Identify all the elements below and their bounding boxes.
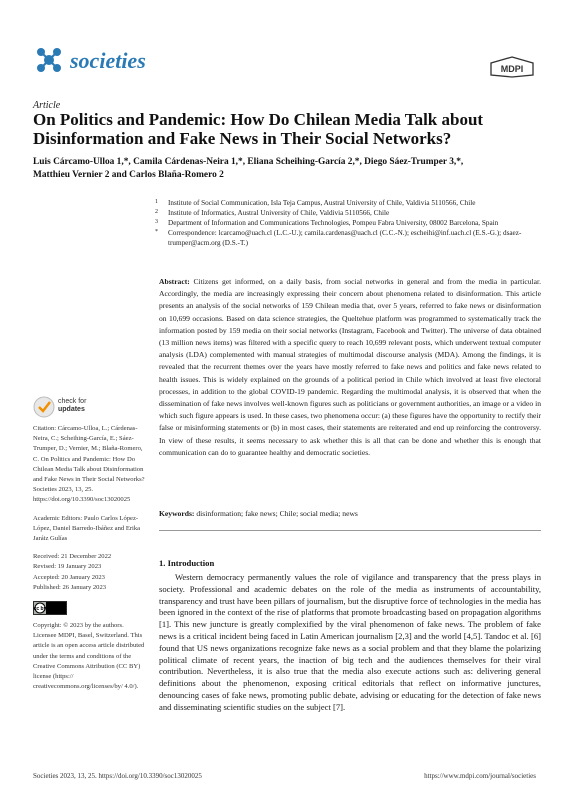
sidebar (33, 424, 148, 700)
affiliations (155, 198, 545, 248)
abstract-label: Abstract: (159, 277, 190, 286)
cc-badge-text: cc by (33, 606, 47, 613)
authors-line-1: Luis Cárcamo-Ulloa 1,*, Camila Cárdenas-Neira 1,*, Eliana Scheihing-García 2,*, Diego Sáez-Trumper 3,*, (33, 157, 464, 167)
received-date: Received: 21 December 2022 (33, 553, 112, 561)
published-date: Published: 26 January 2023 (33, 583, 107, 591)
check-updates-line2: updates (58, 406, 85, 413)
authors-line-2: Matthieu Vernier 2 and Carlos Blaña-Romero 2 (33, 170, 224, 180)
cc-license-icon[interactable] (33, 601, 67, 615)
article-title: On Politics and Pandemic: How Do Chilean Media Talk about Disinformation and Fake News in Their Social Networks? (33, 110, 484, 148)
intro-paragraph: Western democracy permanently values the role of vigilance and transparency that the press plays in society. Professional and academic debates on the role of the media as instruments of accountability, transparency and trust have been pillars of journalism, but the disruptive force of technologies in the media has been ignored in the context of the rise of platforms that promote broadcasting based on propagation algorithms [1]. This new juncture is greatly complexified by the viral phenomenon of fake news. The problem of fake news is a critical incident being faced in Latin American journalism [2,3] and the world [4,5]. Tandoc et al. [6] found that US news organizations recognize fake news as a social problem and that they blame the polarizing political climate of recent years, the inaction of big tech and the audiences themselves for their viral contribution. Nevertheless, it is also true that the media also execute actions such as: delivering general definitions about the phenomenon, exposing critical editorials that reflect on informative junctures, denouncing cases of fake news, promoting public debate, advising or educating for the detection of fake news and disseminating scientific studies on the subject [7]. (159, 572, 541, 712)
journal-logo-icon (33, 44, 65, 76)
check-updates-line1: check for (58, 398, 87, 405)
divider (159, 530, 541, 531)
author-list (33, 156, 538, 182)
journal-name[interactable]: societies (70, 48, 146, 73)
footer-citation[interactable]: Societies 2023, 13, 25. https://doi.org/10.3390/soc13020025 (33, 772, 202, 780)
abstract-text: Citizens get informed, on a daily basis, from social networks in general and from the media in particular. Accordingly, the media are increasingly expressing their concern about phenomena related to disinformation. This article presents an analysis of the social networks of 159 Chilean media that, over 5 years, referred to fake news or disinformation on 10,699 occasions. Based on data science strategies, the Queltehue platform was programmed to systematically track the information posted by 159 media on their social networks (Instagram, Facebook and Twitter). The universe of data obtained (13 million news items) was filtered with a specific query to reach 10,699 relevant posts, which underwent textual computer analysis (LDA) complemented with manual strategies of multimodal discourse analysis (MDA). Among the findings, it is revealed that the recurrent themes over the years have mostly referred to fake news and politics and fake news related to health issues. This is widely explained on the grounds of a political period in Chile which involved at least five electoral processes, in addition to the global COVID-19 pandemic. Regarding the multimodal analysis, it is observed that when the dissemination of fake news involves well-known figures such as politicians or government authorities, an image or a video in which such figure appears is used. In these cases, two phenomena occur: (a) these figures have the opportunity to rectify their false or misinforming statements or (b) in most cases, their statements are reiterated and end up reinforcing the controversy. In view of these results, it seems necessary to ask whether this is all that can be done and whether this is enough that communication can do to guarantee healthy and democratic societies. (159, 277, 541, 457)
affiliation-item: 3 Department of Information and Communications Technologies, Pompeu Fabra University, 08002 Barcelona, Spain (155, 219, 499, 227)
section-heading: 1. Introduction (159, 558, 215, 568)
revised-date: Revised: 19 January 2023 (33, 563, 102, 571)
keywords (159, 508, 541, 520)
citation: Citation: Cárcamo-Ulloa, L.; Cárdenas-Neira, C.; Scheihing-García, E.; Sáez-Trumper, D.; Vernier, M.; Blaña-Romero, C. On Politics and Pandemic: How Do Chilean Media Talk about Disinformation and Fake News in Their Social Networks? Societies 2023, 13, 25. https://doi.org/10.3390/soc13020025 (33, 425, 145, 504)
correspondence[interactable]: * Correspondence: lcarcamo@uach.cl (L.C.-U.); camila.cardenas@uach.cl (C.C.-N.); escheihi@inf.uach.cl (E.S.-G.); dsaez-trumper@acm.org (D.S.-T.) (155, 229, 522, 247)
affiliation-item: 2 Institute of Informatics, Austral University of Chile, Valdivia 5110566, Chile (155, 209, 390, 217)
footer-journal-url[interactable]: https://www.mdpi.com/journal/societies (424, 772, 536, 780)
keywords-text: disinformation; fake news; Chile; social media; news (196, 509, 358, 518)
abstract (159, 276, 541, 459)
keywords-label: Keywords: (159, 509, 195, 518)
mdpi-logo[interactable] (489, 56, 535, 78)
copyright: Copyright: © 2023 by the authors. Licensee MDPI, Basel, Switzerland. This article is an open access article distributed under the terms and conditions of the Creative Commons Attribution (CC BY) license (https:// creativecommons.org/licenses/by/ 4.0/). (33, 622, 145, 691)
accepted-date: Accepted: 20 January 2023 (33, 573, 105, 581)
affiliation-item: 1 Institute of Social Communication, Isla Teja Campus, Austral University of Chile, Valdivia 5110566, Chile (155, 199, 476, 207)
svg-text:MDPI: MDPI (500, 64, 524, 74)
check-for-updates-button[interactable] (33, 393, 103, 421)
article-type: Article (33, 100, 61, 111)
academic-editors: Academic Editors: Paulo Carlos López-López, Daniel Barredo-Ibáñez and Erika Jaráiz Gulías (33, 514, 141, 543)
